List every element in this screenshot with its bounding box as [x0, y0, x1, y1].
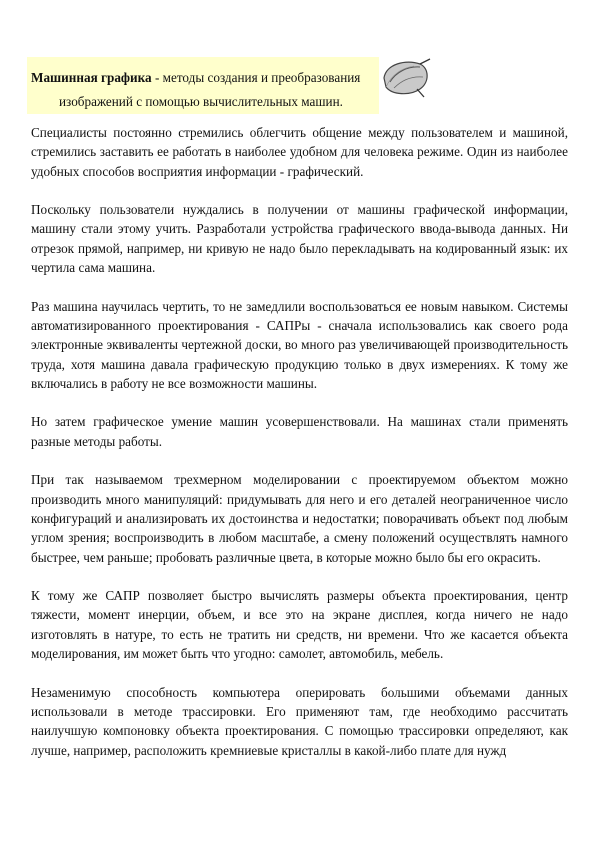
- definition-term: Машинная графика: [31, 70, 152, 85]
- paragraph-5: При так называемом трехмерном моделировании с проектируемом объектом можно производить много манипуляций: придумывать для него и его деталей неограниченное число конфигураций и анализировать их достоинства и недостатки; поворачивать объект под любым углом зрения; воспроизводить в любом масштабе, а смену положений осуществлять намного быстрее, чем раньше; пробовать различные цвета, в которые можно было бы его окрасить.: [31, 472, 568, 565]
- definition-line-2: изображений с помощью вычислительных машин.: [59, 94, 343, 109]
- paragraph-6: К тому же САПР позволяет быстро вычислять размеры объекта проектирования, центр тяжести, момент инерции, объем, и все это на экране дисплея, когда ничего не надо изготовлять в натуре, то есть не тратить ни средств, ни времени. Что же касается объекта моделирования, им может быть что угодно: самолет, автомобиль, мебель.: [31, 588, 568, 662]
- paragraph-2: Поскольку пользователи нуждались в получении от машины графической информации, машину стали этому учить. Разработали устройства графического ввода-вывода данных. Ни отрезок прямой, например, ни кривую не надо было перекладывать на кодированный язык: их чертила сама машина.: [31, 202, 568, 276]
- paragraph-1: Специалисты постоянно стремились облегчить общение между пользователем и машиной, стремились заставить ее работать в наиболее удобном для человека режиме. Один из наиболее удобных способов восприятия информации - графический.: [31, 125, 568, 179]
- definition-text: - методы создания и преобразования: [151, 70, 361, 85]
- leaf-emblem-icon: [380, 58, 432, 98]
- paragraph-7: Незаменимую способность компьютера оперировать большими объемами данных использовали в методе трассировки. Его применяют там, где необходимо рассчитать наилучшую компоновку объекта проектирования. С помощью трассировки определяют, как лучше, например, расположить кремниевые кристаллы в какой-либо плате для нужд: [31, 684, 568, 758]
- paragraph-3: Раз машина научилась чертить, то не замедлили воспользоваться ее новым навыком. Системы автоматизированного проектирования - САПРы - сначала использовались как своего рода электронные эквиваленты чертежной доски, во много раз увеличивающей производительность труда, хотя машина давала графическую продукцию только в двух измерениях. К тому же включались в работу не все возможности машины.: [31, 298, 568, 391]
- body-text: [31, 123, 568, 779]
- definition-line-1: [31, 66, 375, 90]
- definition-box: [27, 57, 379, 114]
- paragraph-4: Но затем графическое умение машин усовершенствовали. На машинах стали применять разные методы работы.: [31, 414, 568, 449]
